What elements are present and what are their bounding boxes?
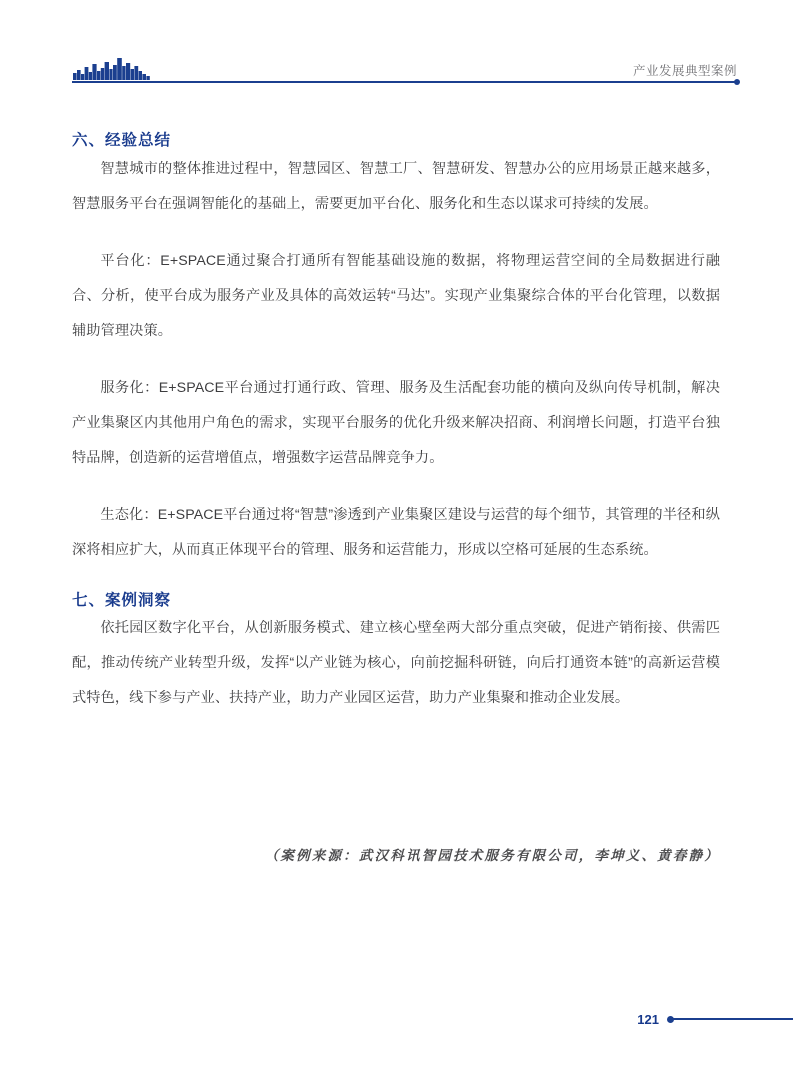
page-number: 121	[637, 1011, 659, 1027]
header-end-dot	[734, 79, 740, 85]
city-skyline-icon	[72, 54, 154, 80]
page-header	[72, 48, 737, 88]
header-title: 产业发展典型案例	[632, 63, 737, 78]
section-heading-case-insight: 七、案例洞察	[72, 591, 172, 609]
page-footer	[600, 1010, 793, 1028]
paragraph: 依托园区数字化平台，从创新服务模式、建立核心壁垒两大部分重点突破，促进产销衔接、供需匹配，推动传统产业转型升级，发挥“以产业链为核心，向前挖掘科研链，向后打通资本链”的高新运营模式特色，线下参与产业、扶持产业，助力产业园区运营，助力产业集聚和推动企业发展。	[72, 620, 720, 707]
paragraph: 服务化：E+SPACE平台通过打通行政、管理、服务及生活配套功能的横向及纵向传导机制，解决产业集聚区内其他用户角色的需求，实现平台服务的优化升级来解决招商、利润增长问题，打造平台独特品牌，创造新的运营增值点，增强数字运营品牌竞争力。	[72, 379, 720, 466]
footer-divider	[673, 1018, 793, 1020]
paragraph: 智慧城市的整体推进过程中，智慧园区、智慧工厂、智慧研发、智慧办公的应用场景正越来越多，智慧服务平台在强调智能化的基础上，需要更加平台化、服务化和生态以谋求可持续的发展。	[72, 160, 720, 212]
header-divider	[72, 81, 737, 83]
header-inner	[72, 48, 737, 80]
document-content	[72, 130, 720, 716]
paragraph: 生态化：E+SPACE平台通过将“智慧”渗透到产业集聚区建设与运营的每个细节，其管理的半径和纵深将相应扩大，从而真正体现平台的管理、服务和运营能力，形成以空格可延展的生态系统。	[72, 506, 720, 558]
section-heading-experience-summary: 六、经验总结	[72, 132, 172, 149]
paragraph: 平台化：E+SPACE通过聚合打通所有智能基础设施的数据，将物理运营空间的全局数据进行融合、分析，使平台成为服务产业及具体的高效运转“马达”。实现产业集聚综合体的平台化管理，以数据辅助管理决策。	[72, 252, 720, 339]
source-attribution: （案例来源：武汉科讯智园技术服务有限公司，李坤义、黄春静）	[264, 848, 720, 863]
